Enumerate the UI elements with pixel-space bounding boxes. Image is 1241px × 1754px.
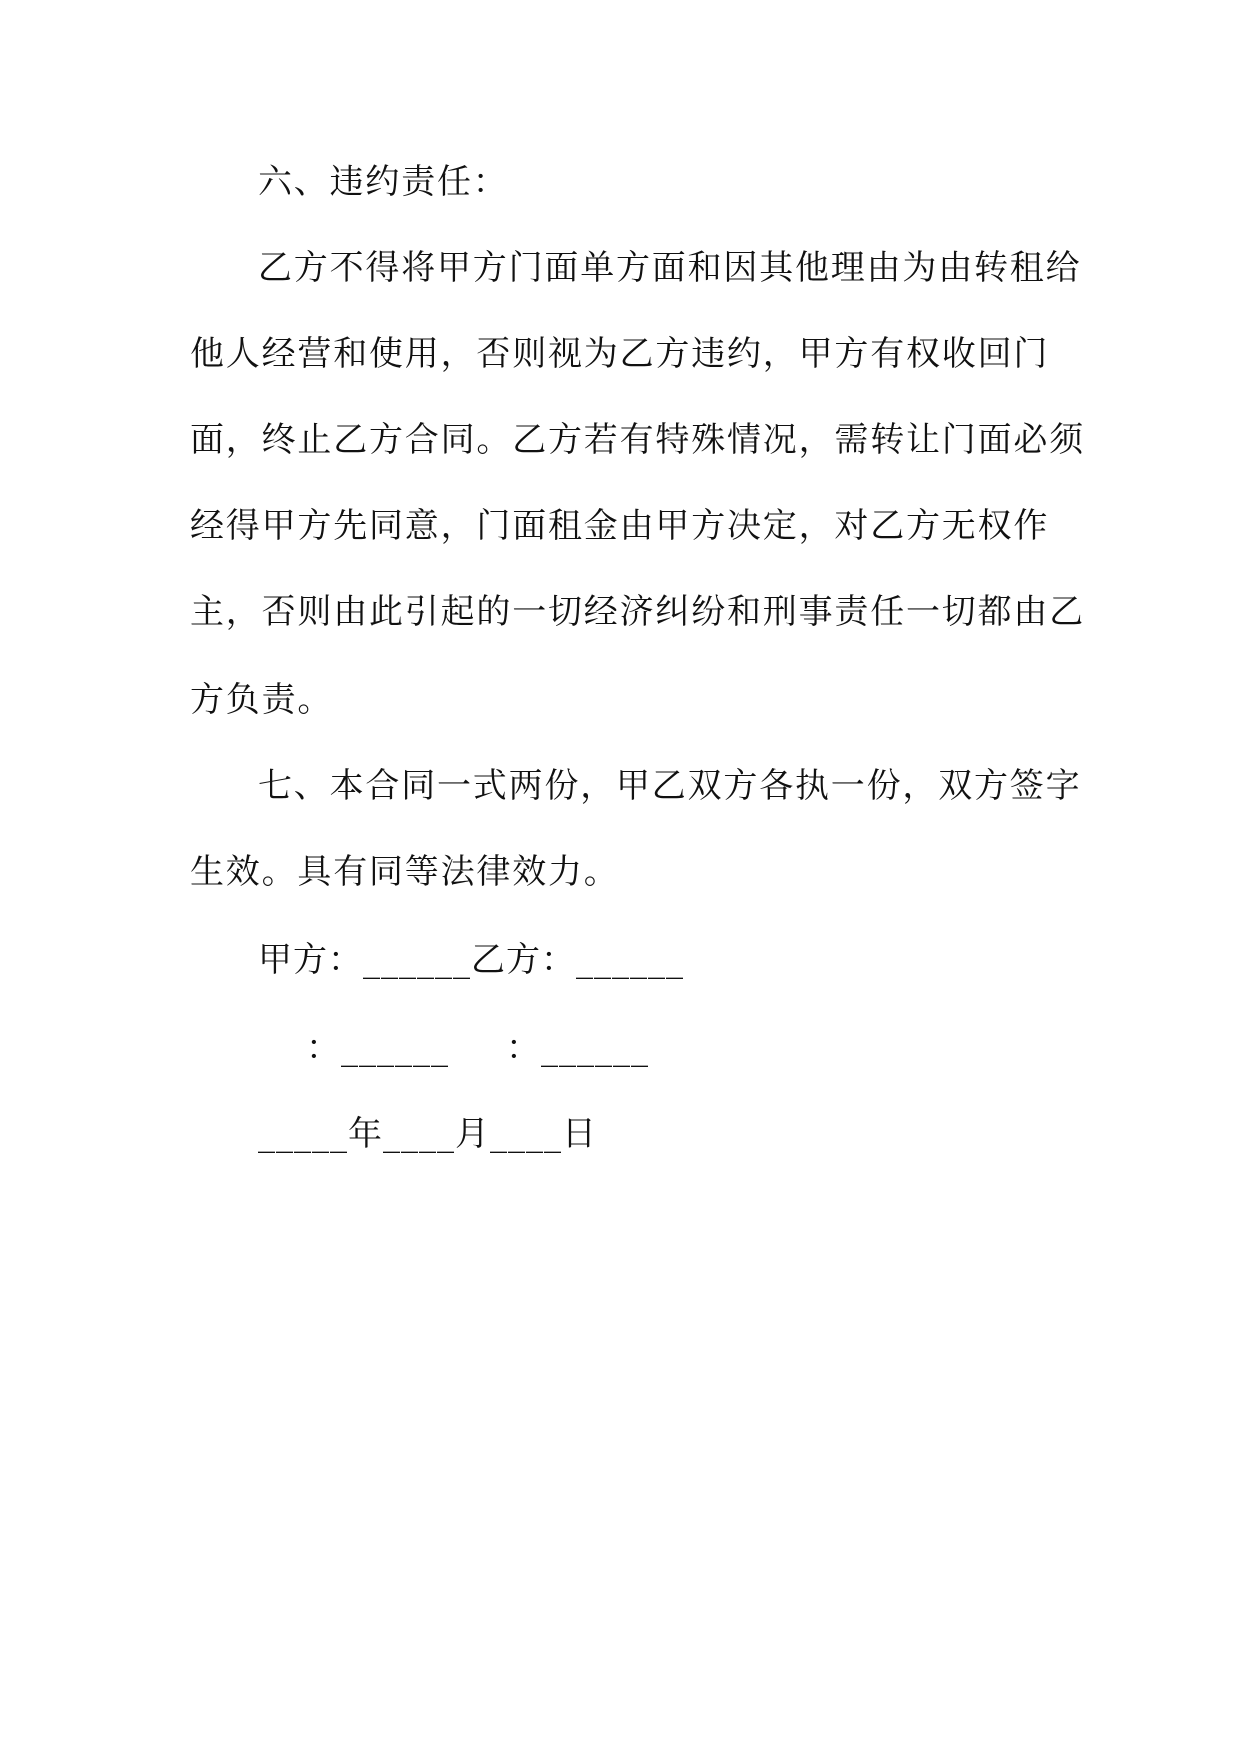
section-6-line-1: 乙方不得将甲方门面单方面和因其他理由为由转租给 [258, 248, 1082, 288]
section-6-line-2: 他人经营和使用，否则视为乙方违约，甲方有权收回门 [190, 334, 1050, 374]
section-7-line-1: 七、本合同一式两份，甲乙双方各执一份，双方签字 [258, 766, 1082, 806]
signature-sub-line-right: ：______ [506, 1028, 649, 1068]
section-6-line-5: 主，否则由此引起的一切经济纠纷和刑事责任一切都由乙 [190, 592, 1085, 632]
section-6-line-6: 方负责。 [190, 680, 334, 720]
section-6-line-4: 经得甲方先同意，门面租金由甲方决定，对乙方无权作 [190, 506, 1050, 546]
section-6-line-3: 面，终止乙方合同。乙方若有特殊情况，需转让门面必须 [190, 420, 1085, 460]
signature-date-line: _____年____月____日 [258, 1114, 597, 1154]
signature-sub-line-left: ：______ [306, 1028, 449, 1068]
signature-parties-line: 甲方：______乙方：______ [258, 940, 684, 980]
section-7-line-2: 生效。具有同等法律效力。 [190, 852, 620, 892]
section-6-heading: 六、违约责任： [258, 162, 509, 202]
